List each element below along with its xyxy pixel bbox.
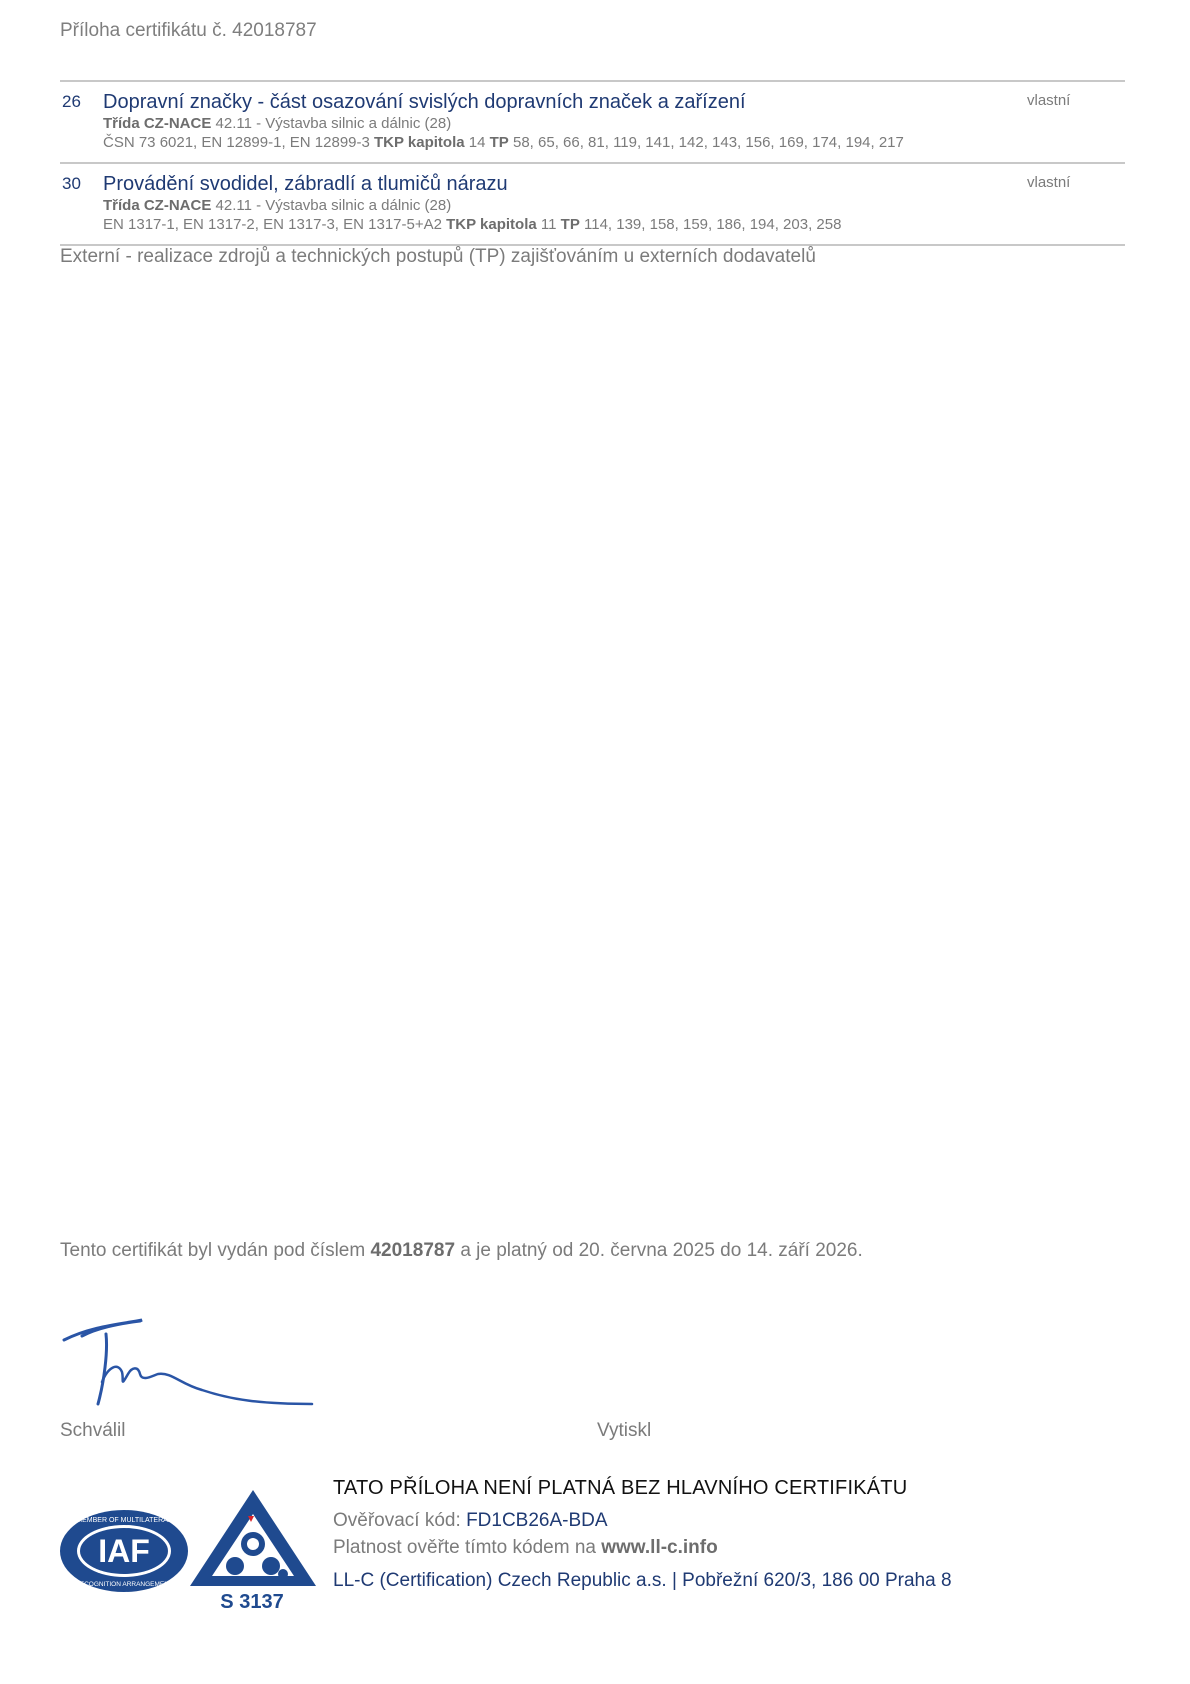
class-value: 42.11 - Výstavba silnic a dálnic (28) — [215, 115, 452, 132]
tkp-label: TKP kapitola — [374, 134, 465, 151]
svg-text:IAF: IAF — [98, 1533, 150, 1569]
verification-label: Ověřovací kód: — [333, 1510, 461, 1531]
tp-label: TP — [560, 216, 580, 233]
company-address: LL-C (Certification) Czech Republic a.s. | Pobřežní 620/3, 186 00 Praha 8 — [333, 1570, 952, 1591]
standards: ČSN 73 6021, EN 12899-1, EN 12899-3 — [103, 134, 370, 151]
tkp-label: TKP kapitola — [446, 216, 537, 233]
item-standards-line — [103, 215, 841, 234]
approved-by-label: Schválil — [60, 1420, 126, 1441]
tp-value: 114, 139, 158, 159, 186, 194, 203, 258 — [584, 216, 842, 233]
signature — [62, 1312, 322, 1422]
item-title: Dopravní značky - část osazování svislých dopravních značek a zařízení — [103, 91, 746, 113]
standards: EN 1317-1, EN 1317-2, EN 1317-3, EN 1317-5+A2 — [103, 216, 442, 233]
tp-label: TP — [489, 134, 509, 151]
item-class-line — [103, 196, 451, 215]
check-line — [333, 1537, 718, 1559]
check-prefix: Platnost ověřte tímto kódem na — [333, 1537, 596, 1558]
realization-type: vlastní — [1027, 174, 1071, 191]
validity-suffix: a je platný od 20. června 2025 do 14. září 2026. — [460, 1240, 863, 1261]
tkp-value: 14 — [468, 134, 486, 151]
verification-code: FD1CB26A-BDA — [466, 1510, 608, 1531]
divider — [60, 162, 1125, 164]
check-url-link[interactable]: www.ll-c.info — [601, 1537, 718, 1558]
external-note: Externí - realizace zdrojů a technických postupů (TP) zajišťováním u externích dodavatelů — [60, 246, 816, 267]
validity-prefix: Tento certifikát byl vydán pod číslem — [60, 1240, 366, 1261]
validity-statement — [60, 1240, 863, 1262]
printed-by-label: Vytiskl — [597, 1420, 652, 1441]
svg-text:MEMBER OF MULTILATERAL: MEMBER OF MULTILATERAL — [76, 1517, 172, 1524]
class-label: Třída CZ-NACE — [103, 197, 212, 214]
divider — [60, 80, 1125, 82]
tkp-value: 11 — [540, 216, 557, 233]
class-value: 42.11 - Výstavba silnic a dálnic (28) — [215, 197, 452, 214]
svg-text:RECOGNITION ARRANGEMENT: RECOGNITION ARRANGEMENT — [75, 1581, 173, 1588]
iaf-logo — [58, 1508, 190, 1594]
item-title: Provádění svodidel, zábradlí a tlumičů nárazu — [103, 173, 508, 195]
item-class-line — [103, 114, 451, 133]
accreditation-logo — [188, 1488, 318, 1612]
svg-text:S 3137: S 3137 — [220, 1591, 284, 1612]
item-number: 26 — [62, 92, 81, 111]
verification-line — [333, 1510, 608, 1532]
tp-value: 58, 65, 66, 81, 119, 141, 142, 143, 156, 169, 174, 194, 217 — [512, 134, 904, 151]
annex-title: Příloha certifikátu č. 42018787 — [60, 20, 317, 41]
item-standards-line — [103, 133, 904, 152]
item-number: 30 — [62, 174, 81, 193]
notice-heading: TATO PŘÍLOHA NENÍ PLATNÁ BEZ HLAVNÍHO CERTIFIKÁTU — [333, 1477, 908, 1499]
realization-type: vlastní — [1027, 92, 1071, 109]
certificate-number: 42018787 — [370, 1240, 456, 1261]
class-label: Třída CZ-NACE — [103, 115, 212, 132]
